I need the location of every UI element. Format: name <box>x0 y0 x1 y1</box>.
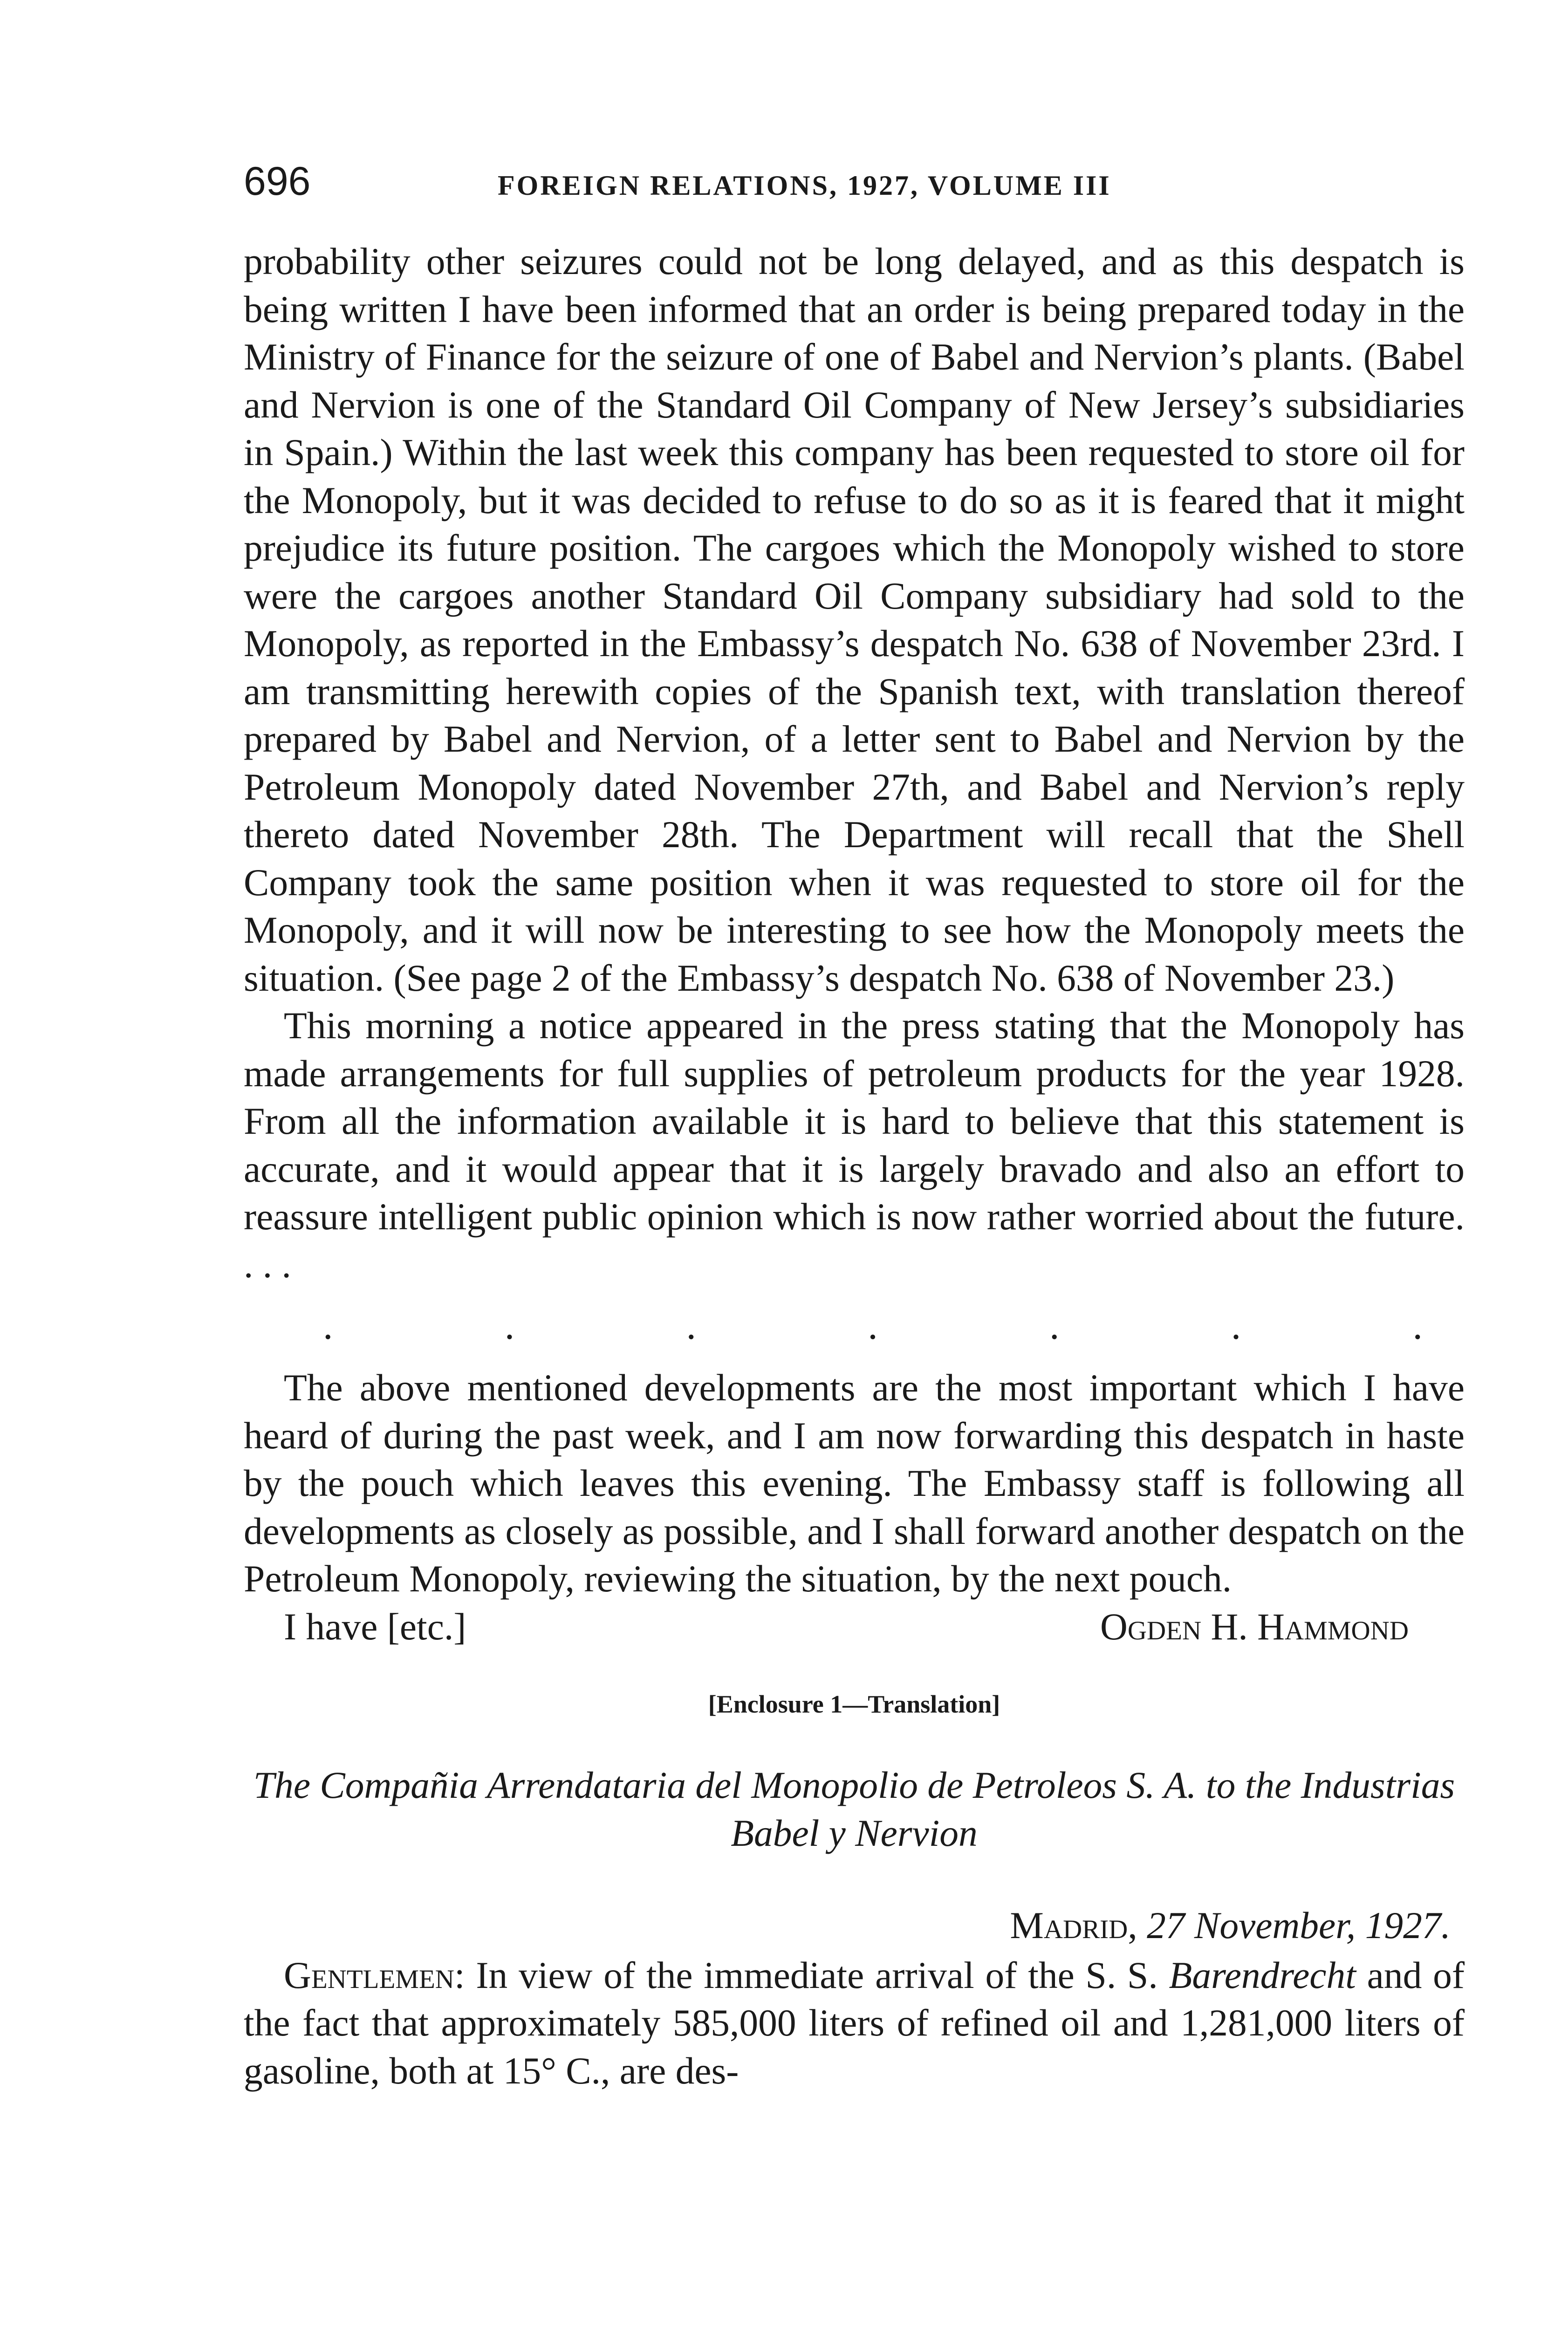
letter-text-start: In view of the immediate arrival of the S. S. <box>476 1953 1158 1996</box>
complimentary-close: I have [etc.] <box>284 1605 466 1648</box>
ellipsis-dot: . <box>1049 1303 1060 1348</box>
running-title: FOREIGN RELATIONS, 1927, VOLUME III <box>498 170 1111 201</box>
document-page <box>244 158 1465 2095</box>
salutation: Gentlemen: <box>284 1953 465 1996</box>
running-head <box>244 158 1465 214</box>
letter-body <box>244 1952 1465 2095</box>
ellipsis-dot: . <box>868 1303 878 1348</box>
signer-name: Ogden H. Hammond <box>1100 1605 1409 1648</box>
ellipsis-dot: . <box>1231 1303 1241 1348</box>
ellipsis-dot: . <box>504 1303 515 1348</box>
ship-name: Barendrecht <box>1169 1953 1356 1996</box>
ellipsis-dot: . <box>323 1303 333 1348</box>
signature-row <box>244 1603 1465 1651</box>
enclosure-label: [Enclosure 1—Translation] <box>708 1690 1000 1718</box>
enclosure-title: The Compañia Arrendataria del Monopolio de Petroleos S. A. to the Industrias Babel y Nervion <box>253 1764 1455 1854</box>
paragraph-3: The above mentioned developments are the most important which I have heard of during the past week, and I am now forwarding this despatch in haste by the pouch which leaves this evening. The Embassy staff is following all developments as closely as possible, and I shall forward another despatch on the Petroleum Monopoly, reviewing the situation, by the next pouch. <box>244 1366 1465 1600</box>
page-number: 696 <box>244 159 311 204</box>
ellipsis-dot: . <box>686 1303 696 1348</box>
letter-text-continued: and of the fact that approximately 585,000 liters of refined oil and 1,281,000 liters of gasoline, both at 15° C., are des- <box>244 1953 1465 2092</box>
paragraph-1: probability other seizures could not be long delayed, and as this despatch is being written I have been informed that an order is being prepared today in the Ministry of Finance for the seizure of one of Babel and Nervion’s plants. (Babel and Nervion is one of the Standard Oil Company of New Jersey’s subsidiaries in Spain.) Within the last week this company has been requested to store oil for the Monopoly, but it was decided to refuse to do so as it is feared that it might prejudice its future position. The cargoes which the Monopoly wished to store were the cargoes another Standard Oil Company subsidiary had sold to the Monopoly, as reported in the Embassy’s despatch No. 638 of November 23rd. I am transmitting herewith copies of the Spanish text, with translation thereof prepared by Babel and Nervion, of a letter sent to Babel and Nervion by the Petroleum Monopoly dated November 27th, and Babel and Nervion’s reply thereto dated November 28th. The Department will recall that the Shell Company took the same position when it was requested to store oil for the Monopoly, and it will now be interesting to see how the Monopoly meets the situation. (See page 2 of the Embassy’s despatch No. 638 of November 23.) <box>244 240 1465 999</box>
dateline-date: 27 November, 1927. <box>1147 1904 1451 1946</box>
paragraph-2: This morning a notice appeared in the press stating that the Monopoly has made arrangements for full supplies of petroleum products for the year 1928. From all the information available it is hard to believe that this statement is accurate, and it would appear that it is largely bravado and also an effort to reassure intelligent public opinion which is now rather worried about the future. . . . <box>244 1004 1465 1286</box>
ellipsis-dot: . <box>1412 1303 1423 1348</box>
ellipsis-row <box>323 1303 1423 1348</box>
dateline-place: Madrid, <box>1010 1904 1137 1946</box>
dateline <box>244 1902 1451 1950</box>
